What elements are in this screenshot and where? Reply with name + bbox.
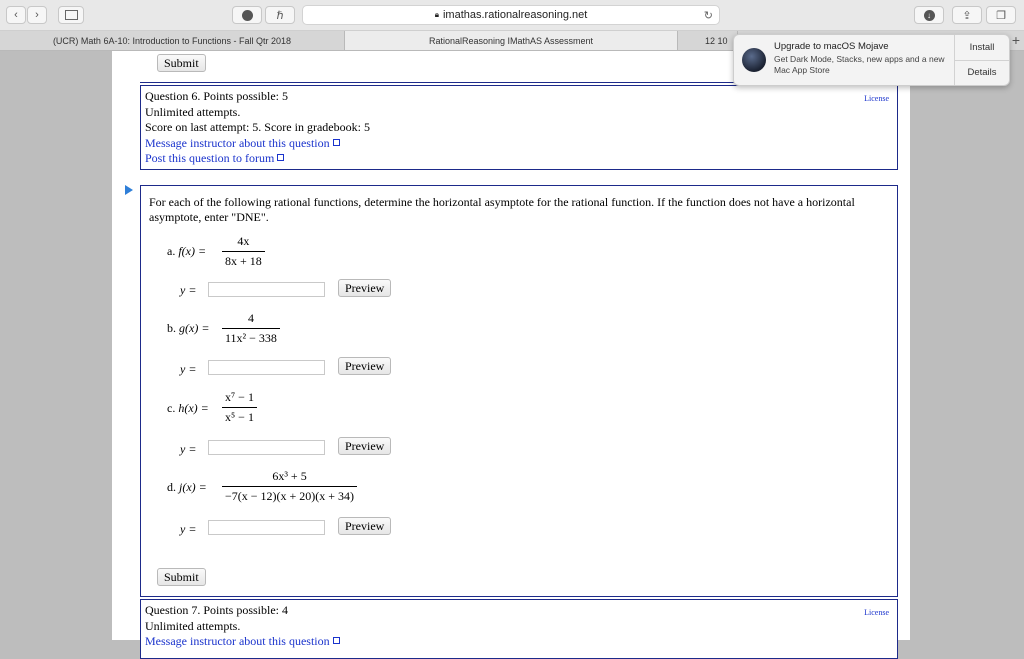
tab-label: RationalReasoning IMathAS Assessment: [428, 35, 594, 46]
part-a-label: a. f(x) =: [167, 244, 207, 258]
notification-title: Upgrade to macOS Mojave: [774, 41, 889, 52]
extension-button[interactable]: [265, 6, 295, 24]
question7-points: Question 7. Points possible: 4: [145, 603, 289, 617]
part-d-y-label: y =: [180, 522, 197, 536]
part-b-preview-button[interactable]: Preview: [338, 357, 391, 375]
external-link-icon: [277, 154, 284, 161]
message-instructor-link[interactable]: Message instructor about this question: [145, 135, 330, 150]
part-c-fraction: [222, 390, 257, 425]
install-button[interactable]: Install: [969, 42, 995, 53]
question-instructions: For each of the following rational functions, determine the horizontal asymptote for the rational function. If the function does not have a horizontal asymptote, enter "DNE".: [149, 195, 855, 224]
share-icon: ⇪: [962, 9, 972, 22]
question6-attempts: Unlimited attempts.: [145, 104, 241, 119]
part-b-fraction: [222, 311, 280, 346]
reload-icon[interactable]: ↻: [703, 9, 713, 22]
question7-attempts: Unlimited attempts.: [145, 618, 241, 633]
new-tab-button[interactable]: +: [1011, 32, 1020, 48]
grammarly-icon: [242, 10, 253, 21]
part-b-answer-input[interactable]: [208, 360, 325, 375]
part-a-preview-button[interactable]: Preview: [338, 279, 391, 297]
external-link-icon: [333, 637, 340, 644]
part-a-y-label: y =: [180, 283, 197, 297]
part-c-label: c. h(x) =: [167, 401, 209, 415]
details-button[interactable]: Details: [967, 67, 997, 78]
grammarly-extension-button[interactable]: [232, 6, 262, 24]
submit-button[interactable]: Submit: [157, 568, 206, 586]
part-b-y-label: y =: [180, 362, 197, 376]
tab-assessment[interactable]: [345, 31, 678, 50]
tab-third[interactable]: [678, 31, 738, 50]
part-a-numerator: 4x: [237, 234, 250, 248]
macos-upgrade-notification: [733, 34, 1010, 86]
url-text: imathas.rationalreasoning.net: [442, 9, 588, 21]
question7-info: [140, 599, 898, 659]
macos-app-icon: [742, 48, 766, 72]
lock-icon: 🔒︎: [434, 10, 439, 19]
download-icon: ↓: [924, 10, 935, 21]
part-d-numerator: 6x³ + 5: [272, 469, 307, 483]
part-a-fraction: [222, 234, 265, 269]
question6-score: Score on last attempt: 5. Score in gradebook: 5: [145, 120, 370, 134]
forward-button[interactable]: ›: [27, 6, 47, 24]
part-d-fraction: [222, 469, 357, 504]
browser-toolbar: [0, 0, 1024, 31]
part-d-answer-input[interactable]: [208, 520, 325, 535]
part-c-numerator: x⁷ − 1: [225, 390, 254, 404]
tabs-icon: ❐: [996, 9, 1006, 22]
current-question-arrow-icon: [125, 185, 133, 195]
address-bar[interactable]: [302, 5, 720, 25]
license-link[interactable]: License: [864, 94, 889, 103]
downloads-button[interactable]: [914, 6, 944, 24]
part-a-denominator: 8x + 18: [222, 251, 265, 269]
question6-points: Question 6. Points possible: 5: [145, 89, 289, 103]
tab-label: 12 10: [705, 35, 728, 46]
post-to-forum-link[interactable]: Post this question to forum: [145, 151, 275, 165]
share-button[interactable]: [952, 6, 982, 24]
part-d-label: d. j(x) =: [167, 480, 207, 494]
part-c-answer-input[interactable]: [208, 440, 325, 455]
part-c-preview-button[interactable]: Preview: [338, 437, 391, 455]
part-c-denominator: x⁵ − 1: [222, 407, 257, 425]
back-button[interactable]: ‹: [6, 6, 26, 24]
extension-icon: ℏ: [276, 9, 284, 22]
tab-course[interactable]: [0, 31, 345, 50]
part-b-label: b. g(x) =: [167, 321, 210, 335]
license-link[interactable]: License: [864, 608, 889, 617]
notification-body: Get Dark Mode, Stacks, new apps and a new Mac App Store: [774, 54, 945, 75]
sidebar-toggle-button[interactable]: [58, 6, 84, 24]
tab-label: (UCR) Math 6A-10: Introduction to Functions - Fall Qtr 2018: [52, 35, 292, 46]
part-b-denominator: 11x² − 338: [222, 328, 280, 346]
question6-info: [140, 85, 898, 170]
external-link-icon: [333, 139, 340, 146]
part-a-answer-input[interactable]: [208, 282, 325, 297]
submit-button-previous[interactable]: Submit: [157, 54, 206, 72]
question-box: [140, 185, 898, 597]
part-b-numerator: 4: [247, 311, 254, 325]
part-c-y-label: y =: [180, 442, 197, 456]
page-content: [112, 51, 910, 648]
message-instructor-link[interactable]: Message instructor about this question: [145, 634, 330, 648]
part-d-denominator: −7(x − 12)(x + 20)(x + 34): [222, 486, 357, 504]
tab-overview-button[interactable]: [986, 6, 1016, 24]
part-d-preview-button[interactable]: Preview: [338, 517, 391, 535]
sidebar-icon: [65, 10, 78, 20]
